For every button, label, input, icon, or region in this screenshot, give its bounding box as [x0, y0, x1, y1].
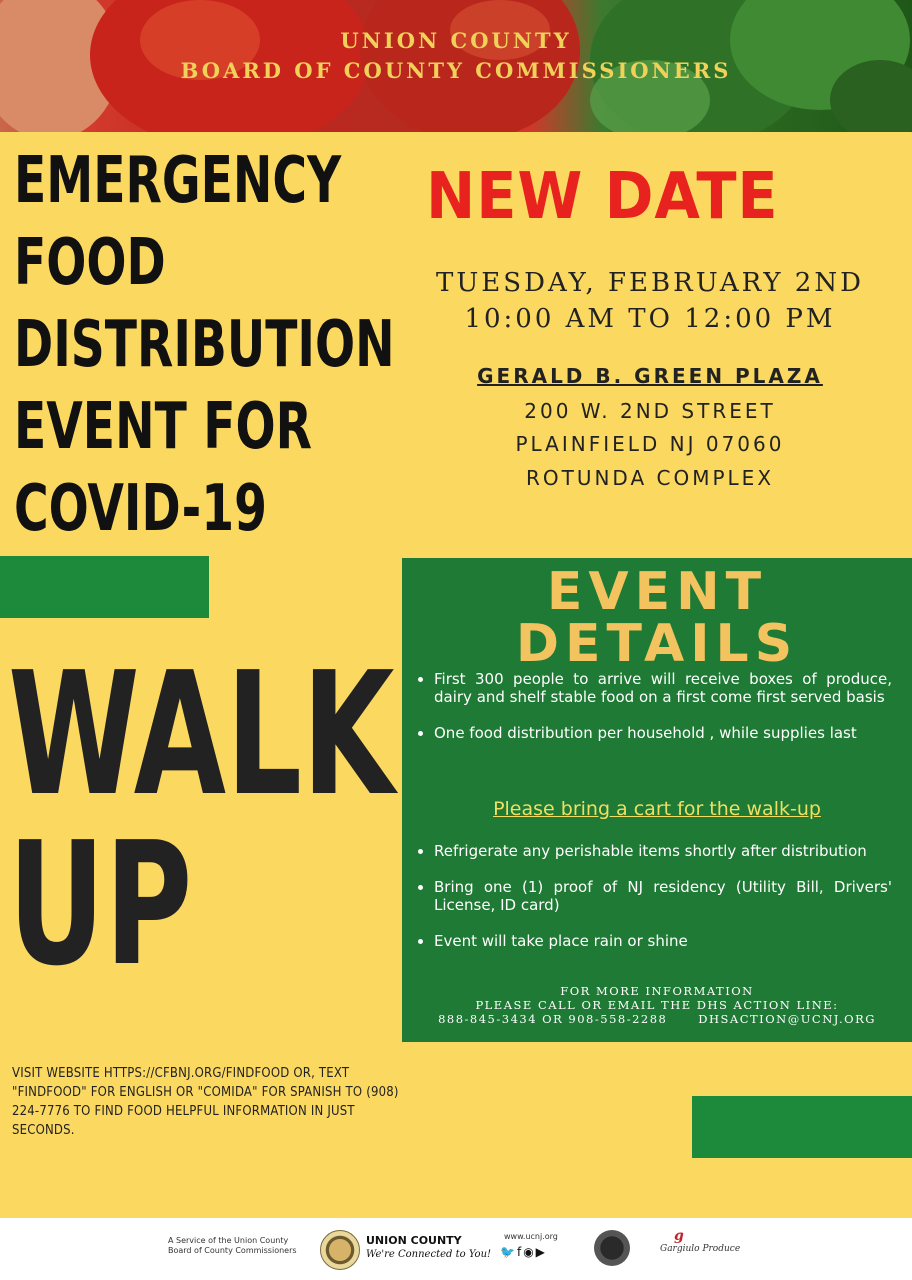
service-line: Board of County Commissioners — [168, 1246, 297, 1255]
county-tagline: We're Connected to You! — [366, 1249, 492, 1260]
partner-name: Gargiulo Produce — [660, 1244, 741, 1254]
banner-county: UNION COUNTY — [340, 28, 572, 53]
title-line: FOOD — [14, 226, 166, 300]
decorative-green-bar — [0, 556, 209, 618]
gargiulo-logo-icon: g — [674, 1228, 684, 1244]
details-title: EVENT — [546, 562, 768, 622]
walk-up-heading — [8, 636, 395, 1004]
list-item: First 300 people to arrive will receive boxes of produce, dairy and shelf stable food on a first come first served basis — [416, 670, 892, 706]
list-item: Bring one (1) proof of NJ residency (Utility Bill, Drivers' License, ID card) — [416, 878, 892, 914]
cart-note: Please bring a cart for the walk-up — [493, 798, 821, 820]
produce-banner — [0, 0, 912, 132]
footer-service-text — [168, 1236, 318, 1256]
village-logo-icon — [594, 1230, 630, 1266]
venue-address-city: PLAINFIELD NJ 07060 — [515, 432, 785, 456]
walk-up-line: WALK — [8, 636, 395, 834]
list-item: One food distribution per household , while supplies last — [416, 724, 892, 742]
event-date: TUESDAY, FEBRUARY 2ND — [436, 268, 864, 298]
decorative-green-bar — [692, 1096, 912, 1158]
service-line: A Service of the Union County — [168, 1236, 289, 1245]
details-title: DETAILS — [515, 614, 799, 674]
venue-name: GERALD B. GREEN PLAZA — [477, 364, 823, 388]
banner-board: BOARD OF COUNTY COMMISSIONERS — [180, 58, 732, 83]
title-line: EMERGENCY — [14, 144, 342, 218]
details-list — [416, 670, 892, 760]
county-name: UNION COUNTY — [366, 1234, 462, 1247]
instagram-icon[interactable]: ◉ — [523, 1245, 536, 1259]
list-item: Event will take place rain or shine — [416, 932, 892, 950]
title-line: EVENT FOR — [14, 390, 312, 464]
venue-address-street: 200 W. 2ND STREET — [524, 399, 776, 423]
event-details-panel — [402, 558, 912, 1042]
venue-complex: ROTUNDA COMPLEX — [525, 466, 775, 490]
social-icons — [500, 1245, 547, 1259]
facebook-icon[interactable]: f — [516, 1245, 524, 1259]
county-seal-icon — [320, 1230, 360, 1270]
twitter-icon[interactable]: 🐦 — [500, 1245, 517, 1259]
event-time: 10:00 AM TO 12:00 PM — [464, 304, 836, 334]
title-line: DISTRIBUTION — [14, 308, 395, 382]
list-item: Refrigerate any perishable items shortly after distribution — [416, 842, 892, 860]
walk-up-line: UP — [8, 806, 193, 1004]
footer — [0, 1218, 912, 1280]
new-date-heading: NEW DATE — [426, 160, 779, 234]
details-list — [416, 842, 892, 968]
event-title — [14, 140, 395, 550]
title-line: COVID-19 — [14, 472, 267, 546]
more-info-text: PLEASE CALL OR EMAIL THE DHS ACTION LINE: — [475, 998, 839, 1012]
youtube-icon[interactable]: ▶ — [535, 1245, 547, 1259]
contact-line: 888-845-3434 OR 908-558-2288 DHSACTION@UCNJ.ORG — [438, 1012, 876, 1026]
visit-website-text: VISIT WEBSITE HTTPS://CFBNJ.ORG/FINDFOOD OR, TEXT "FINDFOOD" FOR ENGLISH OR "COMIDA" FOR SPANISH TO (908) 224-7776 TO FIND FOOD HELPFUL INFORMATION IN JUST SECONDS. — [12, 1066, 399, 1138]
website-link[interactable]: www.ucnj.org — [504, 1232, 558, 1241]
more-info-heading: FOR MORE INFORMATION — [560, 984, 754, 998]
